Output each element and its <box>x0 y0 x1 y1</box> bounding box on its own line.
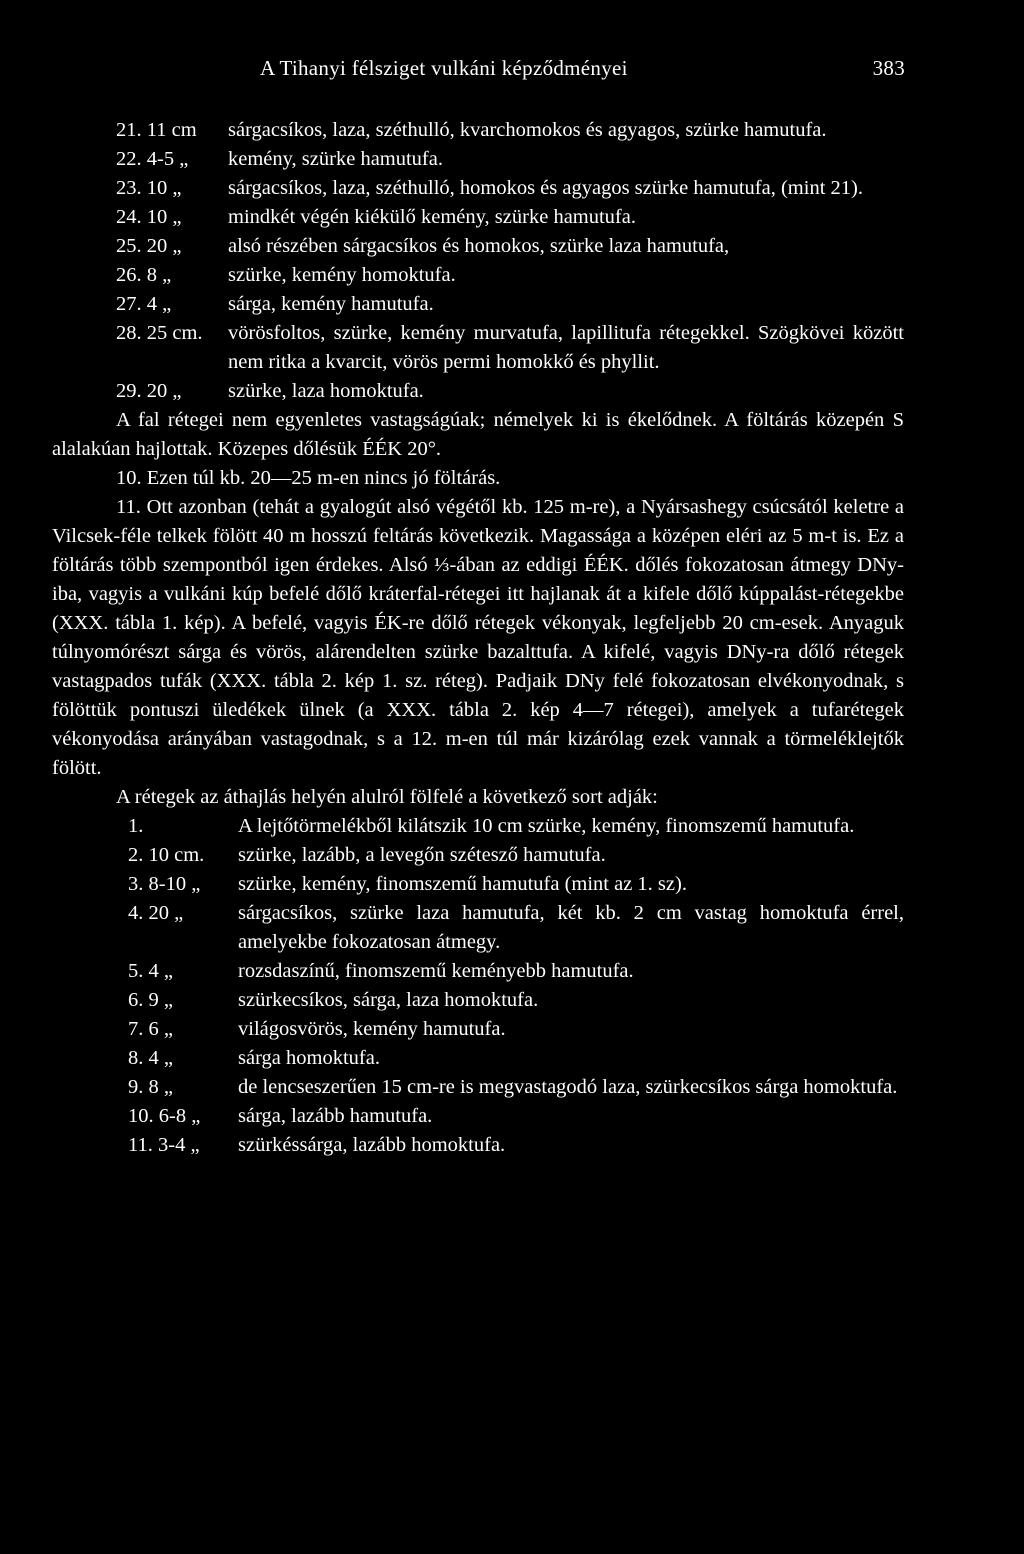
layer-number: 3. 8-10 „ <box>128 873 201 895</box>
layer-description: szürke, kemény, finomszemű hamutufa (mint az 1. sz). <box>238 873 687 895</box>
layer-description: szürke, kemény homoktufa. <box>228 264 456 286</box>
layer-item <box>52 232 904 261</box>
layer-item <box>52 261 904 290</box>
layer-item <box>52 1131 904 1160</box>
layer-description: világosvörös, kemény hamutufa. <box>238 1018 506 1040</box>
layer-number: 1. <box>128 815 144 837</box>
layer-item <box>52 957 904 986</box>
layer-item <box>52 1044 904 1073</box>
layer-description: szürke, laza homoktufa. <box>228 380 424 402</box>
layer-number: 29. 20 „ <box>116 380 182 402</box>
layer-description: sárgacsíkos, laza, széthulló, kvarchomokos és agyagos, szürke hamutufa. <box>228 119 827 141</box>
layer-item <box>52 116 904 145</box>
layer-number: 21. 11 cm <box>116 119 197 141</box>
paragraph: A rétegek az áthajlás helyén alulról fölfelé a következő sort adják: <box>116 786 658 808</box>
layer-item <box>52 1102 904 1131</box>
layer-number: 10. 6-8 „ <box>128 1105 201 1127</box>
layer-description: szürke, lazább, a levegőn szétesző hamutufa. <box>238 844 606 866</box>
layer-number: 25. 20 „ <box>116 235 182 257</box>
layer-number: 23. 10 „ <box>116 177 182 199</box>
page-body <box>52 116 904 1160</box>
layer-description: vörösfoltos, szürke, kemény murvatufa, lapillitufa rétegekkel. Szögkövei között nem ritka a kvarcit, vörös permi homokkő és phyllit. <box>228 322 904 373</box>
layer-description: kemény, szürke hamutufa. <box>228 148 443 170</box>
layer-item <box>52 870 904 899</box>
layer-number: 4. 20 „ <box>128 902 184 924</box>
layer-item <box>52 377 904 406</box>
layer-description: sárgacsíkos, szürke laza hamutufa, két kb. 2 cm vastag homoktufa érrel, amelyekbe fokozatosan átmegy. <box>238 902 904 953</box>
layer-number: 6. 9 „ <box>128 989 173 1011</box>
layer-item <box>52 986 904 1015</box>
layer-description: alsó részében sárgacsíkos és homokos, szürke laza hamutufa, <box>228 235 730 257</box>
layer-description: A lejtőtörmelékből kilátszik 10 cm szürke, kemény, finomszemű hamutufa. <box>238 815 855 837</box>
layer-item <box>52 841 904 870</box>
layer-number: 9. 8 „ <box>128 1076 173 1098</box>
paragraph: 10. Ezen túl kb. 20—25 m-en nincs jó föltárás. <box>116 467 501 489</box>
layer-number: 11. 3-4 „ <box>128 1134 200 1156</box>
paragraphs <box>52 406 904 812</box>
layer-number: 5. 4 „ <box>128 960 173 982</box>
layer-item <box>52 174 904 203</box>
layer-item <box>52 203 904 232</box>
layer-item <box>52 812 904 841</box>
running-title: A Tihanyi félsziget vulkáni képződményei <box>260 56 628 80</box>
layer-item <box>52 1073 904 1102</box>
layer-number: 27. 4 „ <box>116 293 172 315</box>
layer-item <box>52 145 904 174</box>
page-number: 383 <box>872 56 905 80</box>
layer-item <box>52 319 904 377</box>
layer-number: 2. 10 cm. <box>128 844 205 866</box>
layer-description: szürkéssárga, lazább homoktufa. <box>238 1134 506 1156</box>
layer-description: sárga, kemény hamutufa. <box>228 293 434 315</box>
layer-number: 8. 4 „ <box>128 1047 173 1069</box>
layer-description: sárgacsíkos, laza, széthulló, homokos és agyagos szürke hamutufa, (mint 21). <box>228 177 863 199</box>
layer-item <box>52 899 904 957</box>
layer-description: sárga homoktufa. <box>238 1047 380 1069</box>
layer-description: de lencseszerűen 15 cm-re is megvastagodó laza, szürkecsíkos sárga homoktufa. <box>238 1076 898 1098</box>
layer-list-upper <box>52 116 904 406</box>
layer-description: rozsdaszínű, finomszemű keményebb hamutufa. <box>238 960 634 982</box>
layer-number: 7. 6 „ <box>128 1018 173 1040</box>
layer-list-lower <box>52 812 904 1160</box>
paragraph: A fal rétegei nem egyenletes vastagságúak; némelyek ki is ékelődnek. A föltárás közepén S alalakúan hajlottak. Közepes dőlésük ÉÉK 20°. <box>52 409 904 460</box>
layer-number: 28. 25 cm. <box>116 322 203 344</box>
layer-item <box>52 290 904 319</box>
layer-number: 24. 10 „ <box>116 206 182 228</box>
layer-number: 26. 8 „ <box>116 264 172 286</box>
layer-item <box>52 1015 904 1044</box>
layer-description: szürkecsíkos, sárga, laza homoktufa. <box>238 989 539 1011</box>
layer-description: mindkét végén kiékülő kemény, szürke hamutufa. <box>228 206 636 228</box>
paragraph: 11. Ott azonban (tehát a gyalogút alsó végétől kb. 125 m-re), a Nyársashegy csúcsától keletre a Vilcsek-féle telkek fölött 40 m hosszú feltárás következik. Magassága a középen eléri az 5 m-t is. Ez a föltárás több szempontból igen érdekes. Alsó ⅓-ában az eddigi ÉÉK. dőlés fokozatosan átmegy DNy-iba, vagyis a vulkáni kúp befelé dőlő kráterfal-rétegei itt hajlanak át a kifele dőlő kúppalást-rétegekbe (XXX. tábla 1. kép). A befelé, vagyis ÉK-re dőlő rétegek vékonyak, legfeljebb 20 cm-esek. Anyaguk túlnyomórészt sárga és vörös, alárendelten szürke bazalttufa. A kifelé, vagyis DNy-ra dőlő rétegek vastagpados tufák (XXX. tábla 2. kép 1. sz. réteg). Padjaik DNy felé fokozatosan elvékonyodnak, s fölöttük pontuszi üledékek ülnek (a XXX. tábla 2. kép 4—7 rétegei), amelyek a tufarétegek vékonyodása arányában vastagodnak, s a 12. m-en túl már kizárólag ezek vannak a törmeléklejtők fölött. <box>52 496 904 779</box>
layer-number: 22. 4-5 „ <box>116 148 189 170</box>
layer-description: sárga, lazább hamutufa. <box>238 1105 433 1127</box>
